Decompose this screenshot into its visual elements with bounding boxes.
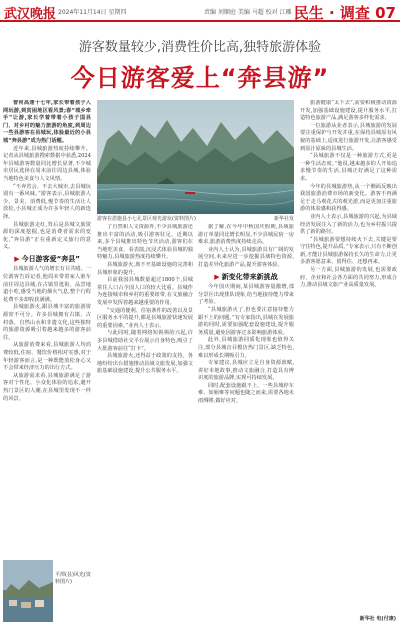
body-paragraph: 今年国庆期间,某县城游客量激增,部分景区出现排队现象,给当地接待能力带来了考验。 xyxy=(198,284,294,306)
article-column-2 xyxy=(97,224,193,620)
karst-landscape-image xyxy=(97,100,294,214)
body-paragraph: 县城旅游火,离不开基础设施的完善和县城形象的提升。 xyxy=(97,261,193,276)
editor-credits: 责编 刘顺庭 美编 马超 校对 江雕 xyxy=(204,9,292,16)
body-paragraph: 从旅游消费来看,县城旅游人均消费较低,住宿、餐饮价格相对实惠,对于年轻游客而言,是一种既能放松身心又不会带来经济压力的出行方式。 xyxy=(3,342,91,372)
article-column-3 xyxy=(198,224,294,620)
photo-credit: 新华社发 xyxy=(273,216,294,222)
body-paragraph: 了自然和人文资源外,不少县城旅游还推出丰富的活动,吸引游客驻足。近期以来,多个县城推出特色节庆活动,游客们在当地吃美食、看表演,沉浸式体验县城的独特魅力,县城旅游热度持续攀升。 xyxy=(97,224,193,261)
body-paragraph: “交通的便利、住宿条件的改善以及景区服务水平的提升,都是县城旅游快速发展的重要因素。”业内人士表示。 xyxy=(97,307,193,329)
body-paragraph: 业内人士表示,县城旅游的兴起,为县域经济发展注入了新的活力,也为乡村振兴提供了新的路径。 xyxy=(300,213,397,236)
coastal-town-image xyxy=(3,560,53,622)
body-paragraph: 县城旅游走红,背后是县城文旅资源的深度挖掘,也是消费者需求的变化,“奔县游”正在重新定义旅行的意义。 xyxy=(3,221,91,251)
masthead xyxy=(0,0,400,22)
body-paragraph: 县城旅游火,跟县城丰富的旅游资源密不可分。许多县城拥有古镇、古村落、自然山水和非遗文化,这些独特的旅游资源吸引着越来越多的游客前往。 xyxy=(3,304,91,341)
body-paragraph: 县城旅游人气的增长有目共睹。一位游客告诉记者,他周末带着家人驱车前往周边县城,在古镇里逛街、品尝地道小吃,感受当地的烟火气息,整个行程花费不多却收获满满。 xyxy=(3,266,91,303)
article-subtitle: 游客数量较少,消费性价比高,独特旅游体验 xyxy=(78,40,322,55)
body-paragraph: “不奔省会、不去大城市,去县城玩别有一番风味。”游客表示,县城旅游人少、景美、消费低,慢节奏的生活让人放松,小县城正成为许多年轻人的新选择。 xyxy=(3,183,91,220)
small-photo-caption: 平潭(县)风光(资料图片) xyxy=(55,572,91,585)
section-subheading xyxy=(3,256,91,264)
main-photo xyxy=(97,100,294,214)
article-column-1 xyxy=(3,100,91,620)
issue-date: 2024年11月14日 星期四 xyxy=(58,9,127,16)
section-title: 民生 · 调查 07 xyxy=(293,4,396,22)
section-subheading xyxy=(198,274,294,282)
body-paragraph: 旅游健康“太下去”,需要积极推动资源开发,加强基础设施建设,提升服务水平,打造特色旅游产品,满足游客多样化需求。 xyxy=(300,100,397,122)
subheading-text: 新变化带来新挑战 xyxy=(221,272,278,281)
article-column-4 xyxy=(300,100,397,620)
photo-caption xyxy=(97,215,294,222)
body-paragraph: 据了解,在今年中秋国庆假期,县域旅游订单量同比增长明显,不少县城民宿一房难求,旅游消费热度持续走高。 xyxy=(198,224,294,246)
body-paragraph: 县城旅游火,还得益于政策的支持。各地纷纷出台措施推动县域文旅发展,加强文旅基础设施建设,提升公共服务水平。 xyxy=(97,353,193,375)
newspaper-logo: 武汉晚报 xyxy=(4,7,57,22)
triangle-bullet-icon: ▶ xyxy=(214,272,220,281)
lead-paragraph: 曾何高速十七年,家长带着孩子入网玩游,到贫困地区看风景;春“城乡牵手”让游,家长学着带着小孩子国县门、对乡村的魅力旅游的角度,到周边一些县游客在县城玩,体验最近的小县城“奔县游”成为热门话题。 xyxy=(3,100,91,144)
body-paragraph: 从旅游需求看,县城旅游满足了游客对个性化、小众化体验的追求,避开热门景区的人潮,在县城里发现不一样的风景。 xyxy=(3,372,91,402)
body-paragraph: “县城旅游不仅是一种旅游方式,更是一种生活态度。”他说,越来越多的人开始追求慢节奏的生活,县城正好满足了这种需求。 xyxy=(300,153,397,182)
photo-caption-text: 游客在恩施县小七孔景区观光游玩(资料图片) xyxy=(97,216,196,222)
triangle-bullet-icon: ▶ xyxy=(14,254,20,263)
body-paragraph: 与此同时,随着网络短视频的兴起,许多县城借助社交平台展示自身特色,吸引了大批游客前往“打卡”。 xyxy=(97,330,193,352)
body-paragraph: 专家建议,县城应立足自身资源禀赋,讲好本地故事,推动文旅融合,打造具有辨识度的旅游品牌,实现可持续发展。 xyxy=(198,360,294,382)
subheading-text: 今日游客爱“奔县” xyxy=(21,254,80,263)
body-paragraph: “县城旅游要想持续火下去,关键是要守住特色,提升品质。”专家表示,只有不断创新,才能让县城旅游保持长久的生命力,让更多游客愿意来、留得住、还想再来。 xyxy=(300,236,397,266)
article-source: 新华社 电(付康) xyxy=(359,616,396,622)
body-paragraph: 目前我国县城数量超过1800个,县城常住人口占全国人口的较大比重。县城作为连接城市和乡村的重要纽带,在文旅融合发展中发挥着越来越重要的作用。 xyxy=(97,277,193,306)
article-headline: 今日游客爱上“奔县游” xyxy=(70,64,330,92)
body-paragraph: 同时,配套设施跟不上、一些县城停车难、如厕难等问题也随之而来,需要各地未雨绸缪,做好应对。 xyxy=(198,382,294,405)
body-paragraph: 今年的县城旅游热,从一个侧面反映出我国旅游消费市场的新变化。游客不再满足于走马观花式的观光游,而是更加注重旅游的体验感和获得感。 xyxy=(300,183,397,213)
body-paragraph: 一位旅游从业者表示,县城旅游的发展要注重保护与开发并重,在保持县城原有风貌的基础上,适度进行旅游开发,让游客感受到原汁原味的县城生活。 xyxy=(300,122,397,152)
body-paragraph: 另一方面,县城旅游的发展,也需要政府、企业和社会各方面的共同努力,形成合力,推动县域文旅产业高质量发展。 xyxy=(300,267,397,289)
body-paragraph: 此外,县城旅游同质化现象也值得关注,部分县城盲目模仿热门景区,缺乏特色,难以形成长期吸引力。 xyxy=(198,337,294,359)
body-paragraph: “县城旅游火了,但也要注意接待能力跟不上的问题。”有专家指出,县城在发展旅游的同时,需要加强配套设施建设,提升服务质量,避免因游客过多影响旅游体验。 xyxy=(198,306,294,336)
body-paragraph: 业内人士认为,县城旅游具有广阔的发展空间,未来应进一步挖掘县域特色资源,打造差异化旅游产品,提升游客体验。 xyxy=(198,246,294,268)
small-photo xyxy=(3,560,53,622)
body-paragraph: 近年来,县城旅游热度持续攀升。记者从县城旅游搜索数据中获悉,2024年县城游客数量同比增长显著,不少城市居民选择在周末前往周边县城,体验当地特色美食与人文风情。 xyxy=(3,145,91,182)
